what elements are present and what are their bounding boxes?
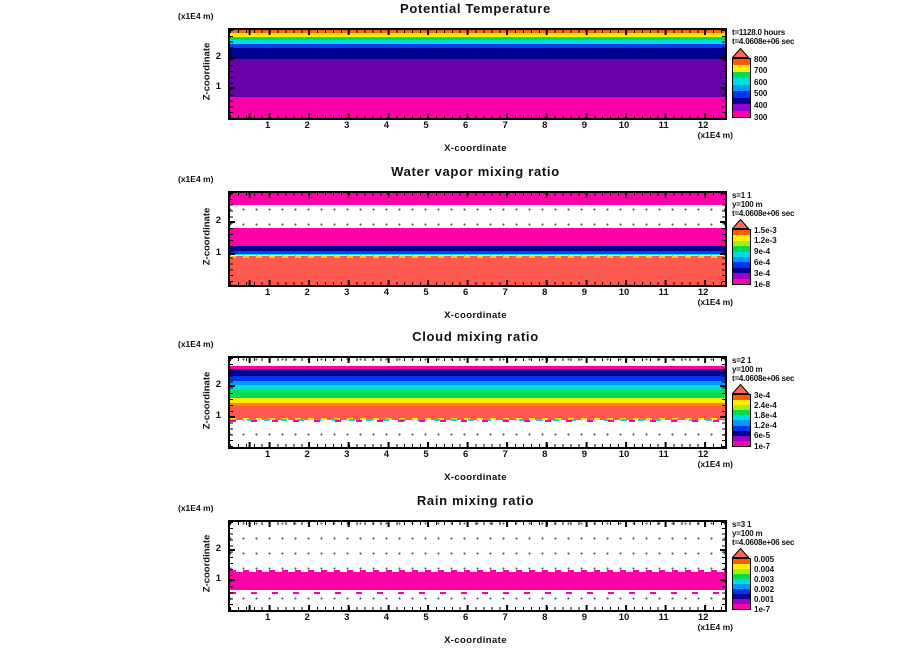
colorbar <box>732 520 795 614</box>
colorbar-tick-label: 3e-4 <box>754 390 771 400</box>
x-tick-label: 1 <box>264 612 271 623</box>
x-tick-label: 9 <box>581 120 588 131</box>
colorbar-tick-label: 1e-8 <box>754 279 771 289</box>
chart-title: Rain mixing ratio <box>416 493 535 508</box>
y-tick-label: 2 <box>215 543 221 554</box>
y-major-tick <box>230 579 235 581</box>
x-tick-label: 12 <box>697 449 709 460</box>
legend-text: t=1128.0 hours <box>732 28 786 37</box>
y-major-tick <box>230 549 235 551</box>
colorbar-tick-label: 1.5e-3 <box>754 225 777 235</box>
x-tick-label: 6 <box>462 612 469 623</box>
x-axis-label: X-coordinate <box>444 143 507 154</box>
x-tick-label: 6 <box>462 287 469 298</box>
x-tick-label: 3 <box>344 120 350 131</box>
x-tick-label: 8 <box>542 287 548 298</box>
x-tick-label: 3 <box>344 287 350 298</box>
legend-text: t=4.0608e+06 sec <box>732 209 795 218</box>
x-axis-unit-label: (x1E4 m) <box>697 297 733 307</box>
x-tick-label: 10 <box>618 449 630 460</box>
ragged-contour-line <box>230 592 725 594</box>
y-axis-unit-label: (x1E4 m) <box>178 174 214 184</box>
x-axis-label: X-coordinate <box>444 635 507 646</box>
x-tick-label: 7 <box>502 287 508 298</box>
y-axis-unit-label: (x1E4 m) <box>178 339 214 349</box>
x-axis-label: X-coordinate <box>444 310 507 321</box>
x-tick-label: 8 <box>542 612 548 623</box>
x-tick-label: 4 <box>383 120 390 131</box>
y-tick-label: 1 <box>215 81 221 92</box>
x-tick-label: 6 <box>462 120 469 131</box>
y-axis-label: Z-coordinate <box>201 534 213 593</box>
y-tick-label: 2 <box>215 379 221 391</box>
x-axis-ticks <box>230 605 725 610</box>
x-tick-label: 1 <box>264 120 271 131</box>
colorbar-tick-label: 0.002 <box>754 584 775 594</box>
legend-text: y=100 m <box>732 200 763 209</box>
x-tick-label: 2 <box>304 449 310 460</box>
x-tick-label: 7 <box>502 449 508 460</box>
colorbar-tick-label: 2.4e-4 <box>754 400 777 410</box>
x-tick-label: 5 <box>423 120 429 131</box>
x-tick-label: 3 <box>344 449 350 460</box>
y-axis-unit-label: (x1E4 m) <box>178 503 214 513</box>
x-tick-label: 9 <box>581 287 588 298</box>
x-tick-label: 2 <box>304 612 310 623</box>
colorbar-tick-label: 0.003 <box>754 574 775 584</box>
colorbar-bands <box>732 558 751 610</box>
x-tick-label: 2 <box>304 287 310 298</box>
colorbar-tick-label: 700 <box>754 66 768 76</box>
x-tick-label: 12 <box>697 612 709 623</box>
colorbar-tick-label: 400 <box>754 100 768 110</box>
x-tick-label: 7 <box>502 612 508 623</box>
y-axis-label: Z-coordinate <box>201 371 213 429</box>
y-axis-label: Z-coordinate <box>201 42 213 101</box>
x-tick-label: 5 <box>423 612 429 623</box>
x-tick-label: 5 <box>423 287 429 298</box>
colorbar-tick-label: 800 <box>754 54 768 64</box>
x-tick-label: 7 <box>502 120 508 131</box>
colorbar-band <box>733 604 750 609</box>
x-tick-label: 1 <box>264 449 271 460</box>
x-tick-label: 1 <box>264 287 271 298</box>
y-major-tick <box>720 579 725 581</box>
y-tick-label: 1 <box>215 573 221 584</box>
y-axis-unit-label: (x1E4 m) <box>178 11 214 21</box>
colorbar-tick-label: 0.001 <box>754 594 775 604</box>
y-tick-label: 1 <box>215 246 221 258</box>
legend-text: t=4.0608e+06 sec <box>732 374 795 383</box>
x-tick-label: 12 <box>697 287 709 298</box>
legend-text: s=3 1 <box>732 520 752 529</box>
y-tick-label: 2 <box>215 51 221 62</box>
colorbar-tick-label: 600 <box>754 77 768 87</box>
x-tick-label: 2 <box>304 120 310 131</box>
y-tick-label: 2 <box>215 215 221 227</box>
x-axis-unit-label: (x1E4 m) <box>697 130 733 140</box>
y-axis-ticks <box>230 522 233 610</box>
x-tick-label: 11 <box>658 120 669 131</box>
legend-text: y=100 m <box>732 365 763 374</box>
colorbar-tick-label: 1e-7 <box>754 604 771 614</box>
y-axis-ticks <box>722 522 725 610</box>
colorbar-tick-label: 1e-7 <box>754 441 771 451</box>
y-tick-label: 1 <box>215 409 221 421</box>
plot-area <box>228 520 727 612</box>
x-tick-label: 10 <box>618 120 630 131</box>
chart-title: Cloud mixing ratio <box>412 329 539 344</box>
colorbar-tick-label: 6e-4 <box>754 257 771 267</box>
x-tick-label: 9 <box>581 449 588 460</box>
x-tick-label: 4 <box>383 612 390 623</box>
x-axis-ticks <box>230 522 725 527</box>
y-axis-label: Z-coordinate <box>201 207 213 266</box>
x-tick-label: 11 <box>658 612 669 623</box>
colorbar-tick-label: 0.004 <box>754 564 775 574</box>
legend-text: t=4.0608e+06 sec <box>732 37 795 46</box>
x-tick-label: 11 <box>658 449 669 460</box>
colorbar-tick-label: 500 <box>754 89 768 99</box>
x-tick-label: 9 <box>581 612 588 623</box>
colorbar-tick-label: 3e-4 <box>754 268 771 278</box>
colorbar-tick-label: 9e-4 <box>754 247 771 257</box>
chart-title: Water vapor mixing ratio <box>391 164 560 179</box>
colorbar-tick-label: 6e-5 <box>754 431 771 441</box>
colorbar-tick-label: 1.2e-3 <box>754 236 777 246</box>
colorbar-tick-label: 1.8e-4 <box>754 410 777 420</box>
y-major-tick <box>720 549 725 551</box>
x-axis-label: X-coordinate <box>444 472 507 483</box>
data-band-magenta-rain-layer <box>230 572 725 590</box>
x-tick-label: 11 <box>658 287 669 298</box>
x-tick-label: 8 <box>542 449 548 460</box>
x-axis-unit-label: (x1E4 m) <box>697 622 733 632</box>
x-tick-label: 3 <box>344 612 350 623</box>
legend-text: s=1 1 <box>732 191 752 200</box>
legend-text: t=4.0608e+06 sec <box>732 538 795 547</box>
x-axis-unit-label: (x1E4 m) <box>697 459 733 469</box>
x-tick-label: 8 <box>542 120 548 131</box>
colorbar-tick-label: 0.005 <box>754 554 775 564</box>
legend-text: y=100 m <box>732 529 763 538</box>
chart-title: Potential Temperature <box>400 1 551 16</box>
ragged-contour-line <box>230 572 725 574</box>
x-tick-label: 10 <box>618 287 630 298</box>
x-tick-label: 10 <box>618 612 630 623</box>
x-tick-label: 4 <box>383 287 390 298</box>
legend-text: s=2 1 <box>732 356 752 365</box>
colorbar-tick-label: 300 <box>754 112 768 122</box>
colorbar-tick-label: 1.2e-4 <box>754 421 777 431</box>
x-tick-label: 6 <box>462 449 469 460</box>
colorbar-overflow-triangle-icon <box>732 548 749 558</box>
x-tick-label: 4 <box>383 449 390 460</box>
x-tick-label: 5 <box>423 449 429 460</box>
x-tick-label: 12 <box>697 120 709 131</box>
